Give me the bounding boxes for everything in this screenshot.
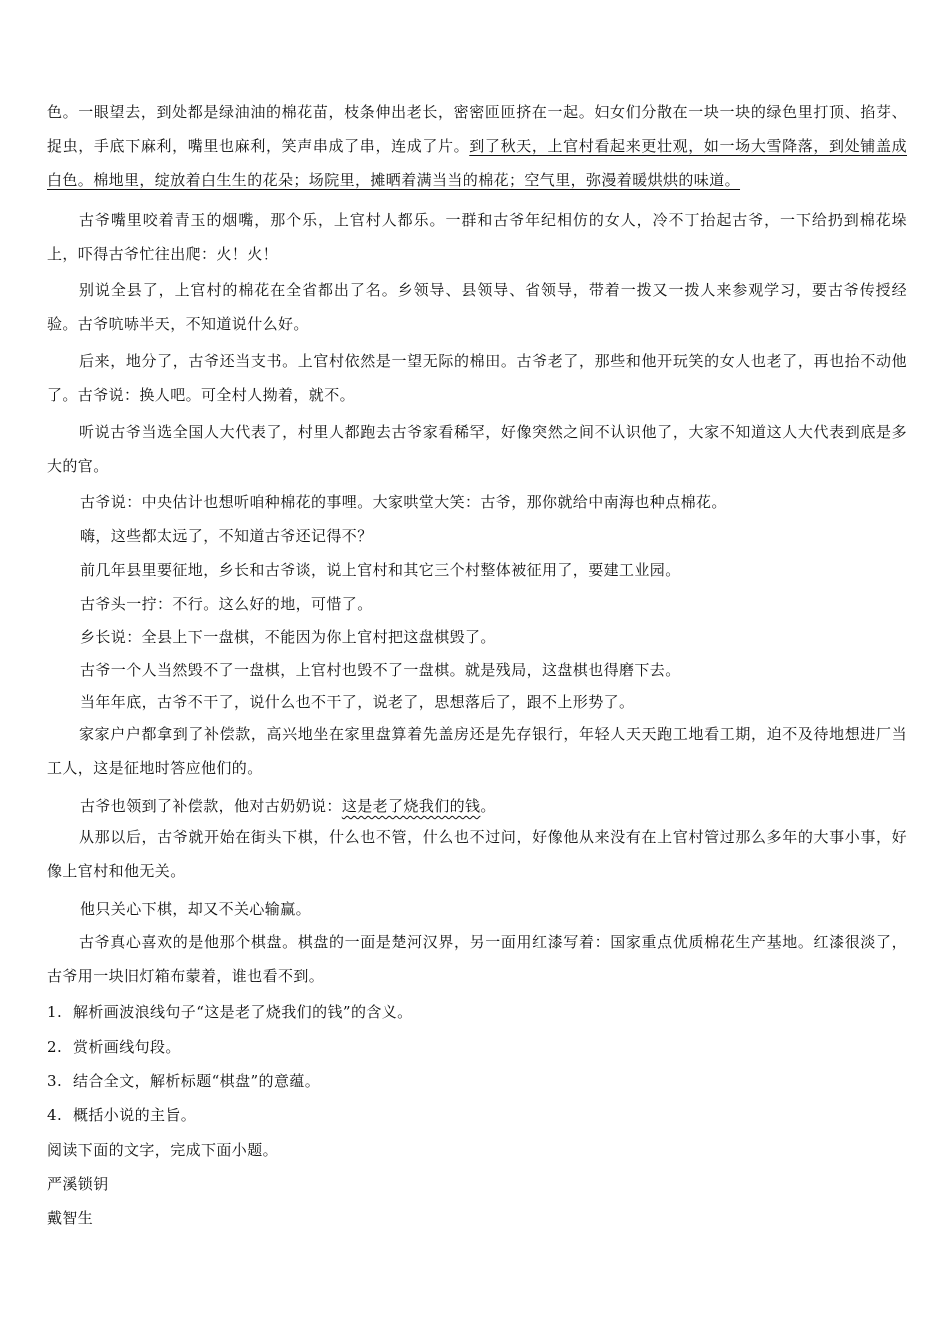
question-item xyxy=(47,997,907,1027)
question-text: 结合全文，解析标题“棋盘”的意蕴。 xyxy=(73,1072,321,1090)
paragraph-too-far: 嗨，这些都太远了，不知道古爷还记得不？ xyxy=(80,527,373,545)
paragraph-text: 色。一眼望去，到处都是绿油油的棉花苗，枝条伸出老长，密密匝匝挤在一起。妇女们分散在一块一块的绿色里打顶、掐芽、捉虫，手底下麻利，嘴里也麻利，笑声串成了串，连成了片。 xyxy=(47,103,907,155)
paragraph-text: 古爷也领到了补偿款，他对古奶奶说： xyxy=(80,797,342,815)
paragraph-peoples-deputy: 听说古爷当选全国人大代表了，村里人都跑去古爷家看稀罕，好像突然之间不认识他了，大家不知道这人大代表到底是多大的官。 xyxy=(47,423,907,475)
question-number: 2. xyxy=(47,1038,63,1056)
question-item xyxy=(47,1066,907,1096)
question-item xyxy=(47,1032,907,1062)
paragraph-gu-ye-refuses: 古爷头一拧：不行。这么好的地，可惜了。 xyxy=(80,595,373,613)
paragraph-zhongnanhai: 古爷说：中央估计也想听咱种棉花的事哩。大家哄堂大笑：古爷，那你就给中南海也种点棉花。 xyxy=(80,493,727,511)
paragraph-land-divided: 后来，地分了，古爷还当支书。上官村依然是一望无际的棉田。古爷老了，那些和他开玩笑的女人也老了，再也抬不动他了。古爷说：换人吧。可全村人拗着，就不。 xyxy=(47,352,907,404)
paragraph-compensation: 家家户户都拿到了补偿款，高兴地坐在家里盘算着先盖房还是先存银行，年轻人天天跑工地看工期，迫不及待地想进厂当工人，这是征地时答应他们的。 xyxy=(47,725,907,777)
question-item xyxy=(47,1100,907,1130)
paragraph-text: 。 xyxy=(480,797,496,815)
paragraph-land-requisition: 前几年县里要征地，乡长和古爷谈，说上官村和其它三个村整体被征用了，要建工业园。 xyxy=(80,561,681,579)
question-text: 解析画波浪线句子“这是老了烧我们的钱”的含义。 xyxy=(73,1003,413,1021)
question-number: 1. xyxy=(47,1003,63,1021)
paragraph-gu-ye-thrown: 古爷嘴里咬着青玉的烟嘴，那个乐，上官村人都乐。一群和古爷年纪相仿的女人，冷不丁抬起古爷，一下给扔到棉花垛上，吓得古爷忙往出爬：火！火！ xyxy=(47,211,907,263)
paragraph-endgame: 古爷一个人当然毁不了一盘棋，上官村也毁不了一盘棋。就是残局，这盘棋也得磨下去。 xyxy=(80,661,681,679)
paragraph-gu-ye-money xyxy=(80,791,907,821)
question-number: 3. xyxy=(47,1072,63,1090)
article-title: 严溪锁钥 xyxy=(47,1175,109,1193)
question-text: 概括小说的主旨。 xyxy=(73,1106,197,1124)
underlined-sentence: 到了秋天，上官村看起来更壮观，如一场大雪降落，到处铺盖成白色。棉地里，绽放着白生生的花朵；场院里，摊晒着满当当的棉花；空气里，弥漫着暖烘烘的味道。 xyxy=(47,137,907,189)
reading-instruction: 阅读下面的文字，完成下面小题。 xyxy=(47,1141,279,1159)
paragraph-cotton-fields xyxy=(47,95,907,197)
paragraph-resigns: 当年年底，古爷不干了，说什么也不干了，说老了，思想落后了，跟不上形势了。 xyxy=(80,693,635,711)
question-number: 4. xyxy=(47,1106,63,1124)
paragraph-chessboard: 古爷真心喜欢的是他那个棋盘。棋盘的一面是楚河汉界，另一面用红漆写着：国家重点优质棉花生产基地。红漆很淡了，古爷用一块旧灯箱布蒙着，谁也看不到。 xyxy=(47,933,907,985)
question-text: 赏析画线句段。 xyxy=(73,1038,181,1056)
wavy-underlined-sentence: 这是老了烧我们的钱 xyxy=(341,797,481,815)
paragraph-famous-cotton: 别说全县了，上官村的棉花在全省都出了名。乡领导、县领导、省领导，带着一拨又一拨人来参观学习，要古爷传授经验。古爷吭哧半天，不知道说什么好。 xyxy=(47,281,907,333)
paragraph-chess-only: 他只关心下棋，却又不关心输赢。 xyxy=(80,900,312,918)
article-author: 戴智生 xyxy=(47,1209,94,1227)
paragraph-township-head: 乡长说：全县上下一盘棋，不能因为你上官村把这盘棋毁了。 xyxy=(80,628,496,646)
paragraph-plays-chess: 从那以后，古爷就开始在街头下棋，什么也不管，什么也不过问，好像他从来没有在上官村管过那么多年的大事小事，好像上官村和他无关。 xyxy=(47,828,907,880)
